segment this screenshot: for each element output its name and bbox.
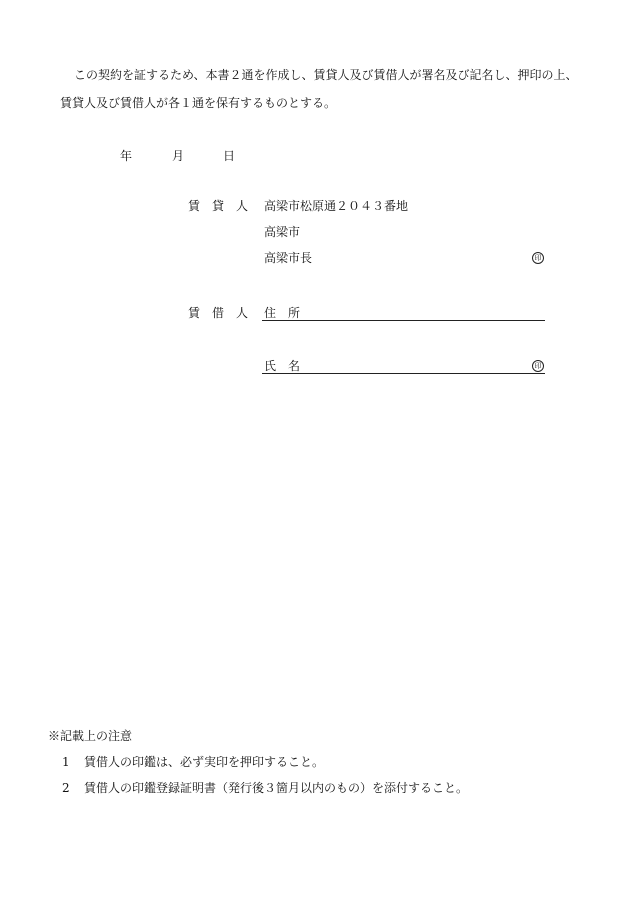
date-day-label: 日 <box>223 149 236 163</box>
note-2-number: 2 <box>62 781 70 795</box>
date-month-label: 月 <box>172 149 185 163</box>
lessor-seal-mark: 印 <box>532 252 544 264</box>
lessee-address-line[interactable] <box>262 320 545 321</box>
lessee-name-label: 氏名 <box>264 359 313 373</box>
lessee-address-label: 住所 <box>264 306 313 320</box>
preamble-line-2: 賃貸人及び賃借人が各１通を保有するものとする。 <box>60 96 337 110</box>
preamble-line-1: この契約を証するため、本書２通を作成し、賃貸人及び賃借人が署名及び記名し、押印の上、 <box>74 68 578 82</box>
lessor-address: 高梁市松原通２０４３番地 <box>264 199 409 213</box>
note-2-text: 賃借人の印鑑登録証明書（発行後３箇月以内のもの）を添付すること。 <box>84 781 469 795</box>
note-1-number: 1 <box>62 755 70 769</box>
notes-heading: ※記載上の注意 <box>48 729 133 743</box>
lessee-label: 賃借人 <box>188 306 261 320</box>
lessor-representative: 高梁市長 <box>264 251 313 265</box>
lessee-seal-mark: 印 <box>532 360 544 372</box>
lessor-name: 高梁市 <box>264 225 301 239</box>
lessee-name-line[interactable] <box>262 373 545 374</box>
lessor-label: 賃貸人 <box>188 199 261 213</box>
note-1-text: 賃借人の印鑑は、必ず実印を押印すること。 <box>84 755 325 769</box>
date-year-label: 年 <box>120 149 133 163</box>
